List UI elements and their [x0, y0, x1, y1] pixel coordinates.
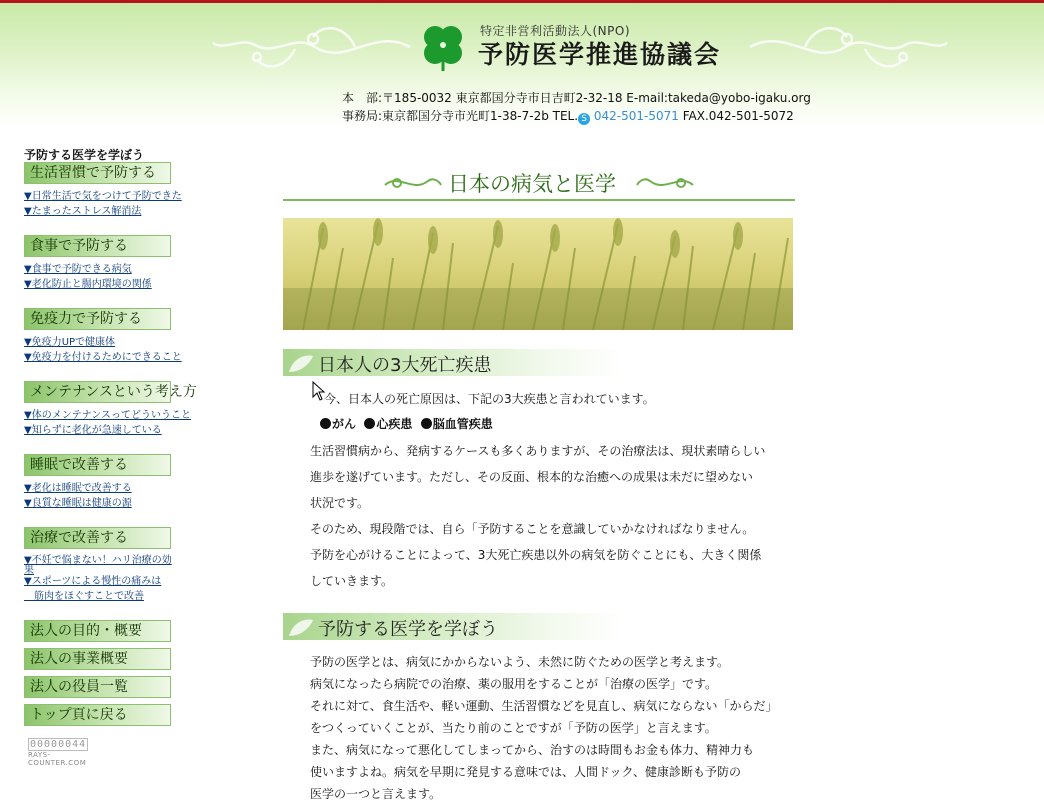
section-heading-bar	[283, 349, 623, 376]
paragraph-line: 状況です。	[310, 496, 370, 510]
paragraph-line: 予防の医学とは、病気にかからないよう、未然に防ぐための医学と考えます。	[310, 655, 730, 669]
sidebar-link[interactable]: ▼知らずに老化が急速している	[24, 425, 162, 436]
sidebar-link[interactable]: ▼食事で予防できる病気	[24, 264, 132, 275]
wheat-field-banner	[283, 218, 793, 330]
headquarters-address: 本 部:〒185-0032 東京都国分寺市日吉町2-32-18 E-mail:takeda@yobo-igaku.org	[342, 91, 811, 105]
nav-button-maintenance[interactable]: メンテナンスという考え方	[24, 381, 171, 403]
sidebar-link[interactable]: ▼スポーツによる慢性の痛みは	[24, 576, 162, 587]
office-address	[342, 107, 794, 125]
section-heading: 予防する医学を学ぼう	[318, 619, 498, 640]
nav-button-lifestyle[interactable]: 生活習慣で予防する	[24, 162, 171, 184]
paragraph-line: 生活習慣病から、発病するケースも多くありますが、その治療法は、現状素晴らしい	[310, 444, 766, 458]
mouse-cursor-icon	[312, 381, 326, 401]
site-header	[0, 3, 1044, 128]
clover-logo-icon	[417, 21, 469, 73]
paragraph-line: 進歩を遂げています。ただし、その反面、根本的な治癒への成果は未だに望めない	[310, 470, 754, 484]
nav-button-business[interactable]: 法人の事業概要	[24, 648, 171, 670]
nav-button-treatment[interactable]: 治療で改善する	[24, 527, 171, 549]
page-title-bar	[283, 163, 795, 201]
section-heading-bar	[283, 613, 623, 640]
organization-name: 予防医学推進協議会	[478, 40, 722, 69]
nav-button-sleep[interactable]: 睡眠で改善する	[24, 454, 171, 476]
title-ornament-left-icon	[383, 171, 443, 195]
skype-icon: S	[578, 113, 590, 125]
access-counter	[28, 736, 108, 767]
leaf-icon	[287, 352, 315, 374]
nav-button-purpose[interactable]: 法人の目的・概要	[24, 620, 171, 642]
sidebar-link[interactable]: ▼老化は睡眠で改善する	[24, 483, 132, 494]
disease-item: がん	[332, 417, 357, 431]
nav-button-officers[interactable]: 法人の役員一覧	[24, 676, 171, 698]
page-title: 日本の病気と医学	[448, 172, 616, 196]
disease-item: 脳血管疾患	[432, 417, 493, 431]
bullet-icon	[421, 418, 432, 429]
paragraph-line: 予防を心がけることによって、3大死亡疾患以外の病気を防ぐことにも、大きく関係	[310, 548, 762, 562]
bullet-icon	[320, 418, 331, 429]
nav-button-immunity[interactable]: 免疫力で予防する	[24, 308, 171, 330]
sidebar-link[interactable]: ▼日常生活で気をつけて予防できた	[24, 191, 182, 202]
counter-text: RAYS-COUNTER.COM	[28, 751, 87, 767]
section-intro: 今、日本人の死亡原因は、下記の3大疾患と言われています。	[324, 392, 655, 406]
sidebar-link[interactable]: ▼不妊で悩まない！ハリ治療の効	[24, 555, 172, 566]
leaf-icon	[287, 616, 315, 638]
sidebar-link[interactable]: ▼良質な睡眠は健康の源	[24, 498, 132, 509]
sidebar-link[interactable]: ▼老化防止と腸内環境の関係	[24, 279, 152, 290]
sidebar-link[interactable]: 筋肉をほぐすことで改善	[24, 591, 144, 602]
fax-number: FAX.042-501-5072	[682, 109, 794, 123]
disease-item: 心疾患	[376, 417, 413, 431]
section-heading: 日本人の3大死亡疾患	[318, 355, 492, 376]
paragraph-line: 病気になったら病院での治療、薬の服用をすることが「治療の医学」です。	[310, 677, 718, 691]
left-swirl-ornament	[205, 17, 415, 77]
title-ornament-right-icon	[635, 171, 695, 195]
sidebar-link[interactable]: ▼体のメンテナンスってどういうこと	[24, 410, 191, 421]
nav-button-diet[interactable]: 食事で予防する	[24, 235, 171, 257]
paragraph-line: そのため、現段階では、自ら「予防することを意識していかなければなりません。	[310, 522, 755, 536]
paragraph-line: それに対て、食生活や、軽い運動、生活習慣などを見直し、病気にならない「からだ」	[310, 699, 778, 713]
disease-list	[320, 415, 493, 432]
office-address-text: 事務局:東京都国分寺市光町1-38-7-2b TEL.	[342, 109, 579, 123]
npo-label: 特定非営利活動法人(NPO)	[480, 24, 631, 38]
sidebar-link[interactable]: ▼免疫力を付けるためにできること	[24, 352, 182, 363]
bullet-icon	[364, 418, 375, 429]
sidebar-link[interactable]: ▼免疫力UPで健康体	[24, 337, 116, 348]
paragraph-line: していきます。	[310, 574, 394, 588]
nav-button-top[interactable]: トップ頁に戻る	[24, 704, 171, 726]
paragraph-line: 医学の一つと言えます。	[310, 787, 442, 801]
paragraph-line: をつくっていくことが、当たり前のことですが「予防の医学」と言えます。	[310, 721, 717, 735]
sidebar-link[interactable]: ▼たまったストレス解消法	[24, 206, 142, 217]
sidebar-link[interactable]: 果	[24, 565, 34, 576]
right-swirl-ornament	[745, 17, 955, 77]
sidebar-title: 予防する医学を学ぼう	[24, 148, 145, 162]
counter-digits: 00000044	[30, 739, 87, 750]
paragraph-line: 使いますよね。病気を早期に発見する意味では、人間ドック、健康診断も予防の	[310, 765, 742, 779]
phone-number[interactable]: 042-501-5071	[593, 109, 679, 123]
paragraph-line: また、病気になって悪化してしまってから、治すのは時間もお金も体力、精神力も	[310, 743, 755, 757]
